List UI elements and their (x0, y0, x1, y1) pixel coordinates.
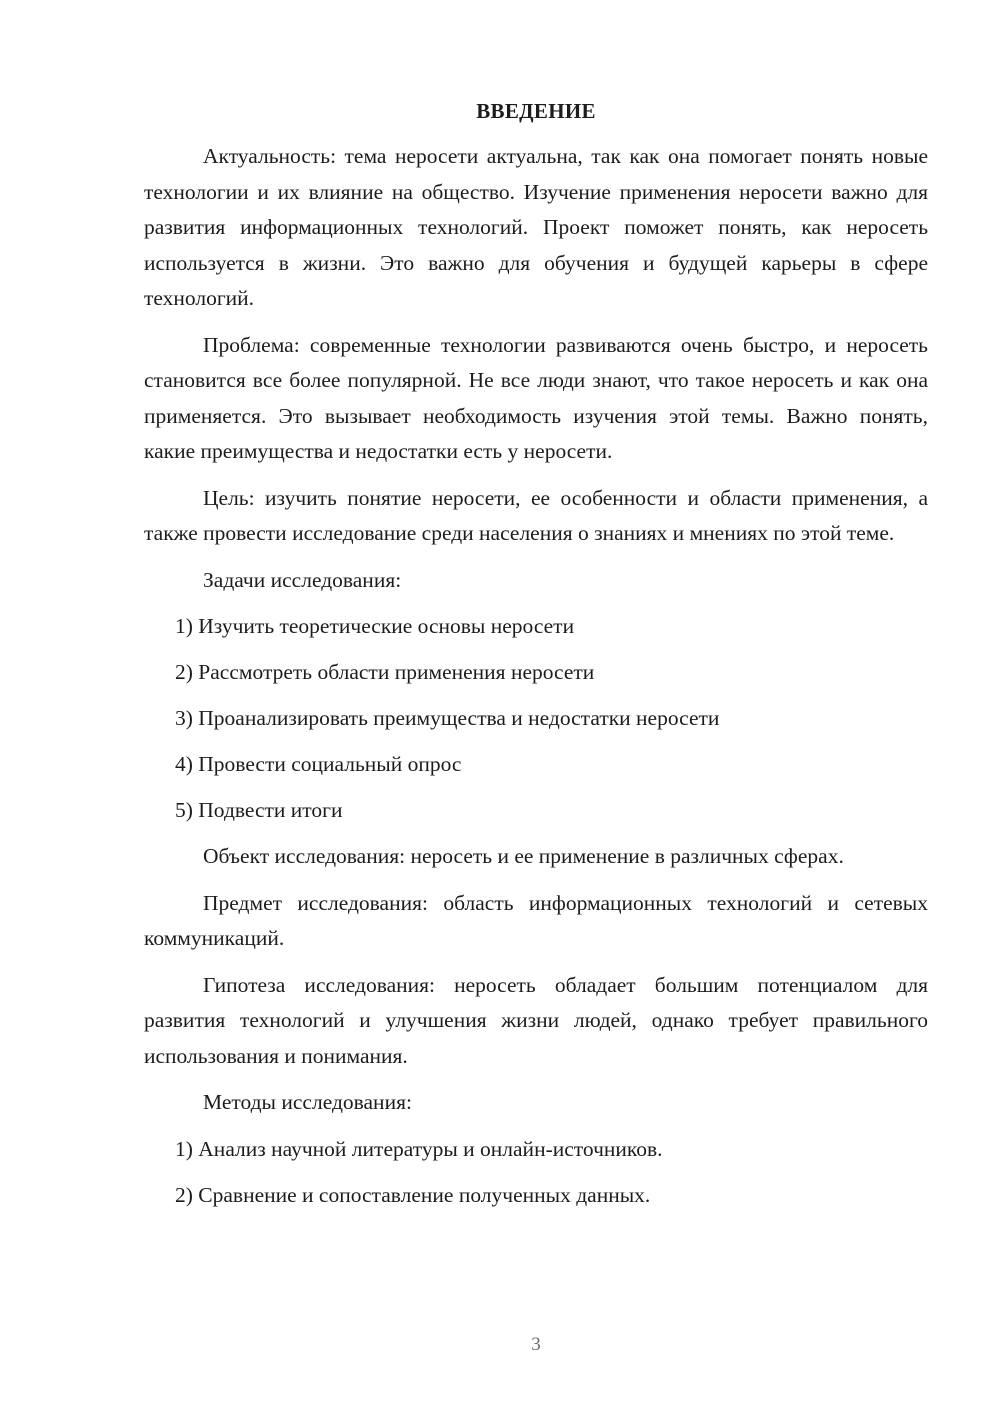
paragraph-methods-heading: Методы исследования: (203, 1090, 412, 1114)
task-item-1: 1) Изучить теоретические основы неросети (175, 614, 575, 638)
paragraph-relevance: Актуальность: тема неросети актуальна, так как она помогает понять новые технологии и их влияние на общество. Изучение применения неросети важно для развития информационных технологий. Проект поможет понять, как неросеть используется в жизни. Это важно для обучения и будущей карьеры в сфере технологий. (144, 144, 928, 310)
task-item-2: 2) Рассмотреть области применения неросети (175, 660, 595, 684)
page-number: 3 (531, 1334, 541, 1355)
paragraph-hypothesis: Гипотеза исследования: неросеть обладает большим потенциалом для развития технологий и улучшения жизни людей, однако требует правильного использования и понимания. (144, 972, 928, 1068)
paragraph-goal: Цель: изучить понятие неросети, ее особенности и области применения, а также провести исследование среди населения о знаниях и мнениях по этой теме. (144, 485, 928, 545)
method-item-1: 1) Анализ научной литературы и онлайн-источников. (175, 1136, 663, 1161)
paragraph-object: Объект исследования: неросеть и ее применение в различных сферах. (203, 844, 844, 868)
paragraph-problem: Проблема: современные технологии развиваются очень быстро, и неросеть становится все более популярной. Не все люди знают, что такое неросеть и как она применяется. Это вызывает необходимость изучения этой темы. Важно понять, какие преимущества и недостатки есть у неросети. (144, 332, 928, 463)
task-item-5: 5) Подвести итоги (175, 798, 343, 822)
paragraph-tasks-heading: Задачи исследования: (203, 567, 402, 592)
task-item-4: 4) Провести социальный опрос (175, 752, 462, 776)
method-item-2: 2) Сравнение и сопоставление полученных данных. (175, 1182, 651, 1207)
section-title: ВВЕДЕНИЕ (476, 99, 596, 123)
paragraph-subject: Предмет исследования: область информационных технологий и сетевых коммуникаций. (144, 890, 928, 950)
task-item-3: 3) Проанализировать преимущества и недостатки неросети (175, 706, 720, 730)
page-content (144, 95, 928, 1224)
